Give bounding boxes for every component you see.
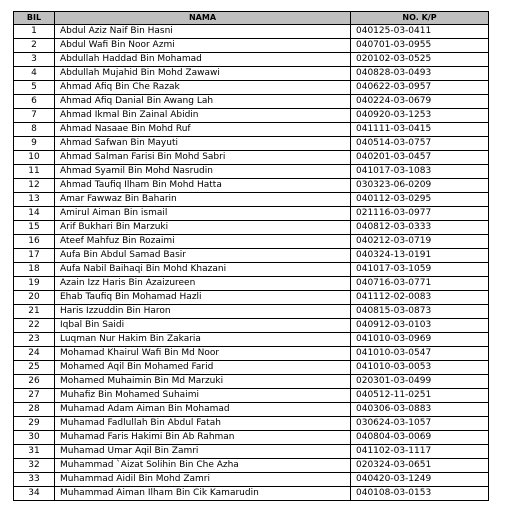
cell-bil: 23 (14, 333, 55, 347)
table-row (14, 95, 489, 109)
table-row (14, 417, 489, 431)
table-row (14, 277, 489, 291)
table-row (14, 221, 489, 235)
table-row (14, 431, 489, 445)
cell-kp: 040512-11-0251 (351, 389, 489, 403)
table-row (14, 403, 489, 417)
cell-kp: 020301-03-0499 (351, 375, 489, 389)
cell-kp: 040420-03-1249 (351, 473, 489, 487)
cell-bil: 1 (14, 25, 55, 39)
cell-bil: 31 (14, 445, 55, 459)
cell-kp: 041010-03-0053 (351, 361, 489, 375)
cell-bil: 7 (14, 109, 55, 123)
cell-bil: 20 (14, 291, 55, 305)
cell-bil: 8 (14, 123, 55, 137)
cell-kp: 040112-03-0295 (351, 193, 489, 207)
cell-nama: Ahmad Salman Farisi Bin Mohd Sabri (55, 151, 351, 165)
header-kp: NO. K/P (351, 12, 489, 25)
cell-bil: 26 (14, 375, 55, 389)
cell-kp: 040306-03-0883 (351, 403, 489, 417)
cell-bil: 13 (14, 193, 55, 207)
cell-kp: 040804-03-0069 (351, 431, 489, 445)
table-row (14, 25, 489, 39)
cell-nama: Muhamad Umar Aqil Bin Zamri (55, 445, 351, 459)
cell-nama: Aufa Nabil Baihaqi Bin Mohd Khazani (55, 263, 351, 277)
table-row (14, 361, 489, 375)
table-row (14, 305, 489, 319)
cell-kp: 020324-03-0651 (351, 459, 489, 473)
cell-nama: Ahmad Syamil Bin Mohd Nasrudin (55, 165, 351, 179)
cell-nama: Mohamed Aqil Bin Mohamed Farid (55, 361, 351, 375)
cell-bil: 9 (14, 137, 55, 151)
table-row (14, 319, 489, 333)
cell-bil: 16 (14, 235, 55, 249)
cell-bil: 24 (14, 347, 55, 361)
cell-nama: Ateef Mahfuz Bin Rozaimi (55, 235, 351, 249)
cell-bil: 10 (14, 151, 55, 165)
cell-kp: 040125-03-0411 (351, 25, 489, 39)
cell-nama: Amirul Aiman Bin ismail (55, 207, 351, 221)
cell-kp: 040108-03-0153 (351, 487, 489, 501)
cell-kp: 040622-03-0957 (351, 81, 489, 95)
cell-bil: 14 (14, 207, 55, 221)
header-nama: NAMA (55, 12, 351, 25)
header-row (14, 12, 489, 25)
table-row (14, 473, 489, 487)
cell-kp: 021116-03-0977 (351, 207, 489, 221)
cell-nama: Aufa Bin Abdul Samad Basir (55, 249, 351, 263)
table-row (14, 81, 489, 95)
table-row (14, 291, 489, 305)
cell-kp: 040912-03-0103 (351, 319, 489, 333)
cell-nama: Ehab Taufiq Bin Mohamad Hazli (55, 291, 351, 305)
cell-bil: 27 (14, 389, 55, 403)
cell-kp: 040212-03-0719 (351, 235, 489, 249)
cell-kp: 030624-03-1057 (351, 417, 489, 431)
cell-kp: 040224-03-0679 (351, 95, 489, 109)
cell-bil: 29 (14, 417, 55, 431)
table-row (14, 347, 489, 361)
cell-bil: 25 (14, 361, 55, 375)
table-row (14, 375, 489, 389)
cell-nama: Abdul Aziz Naif Bin Hasni (55, 25, 351, 39)
table-row (14, 67, 489, 81)
cell-nama: Ahmad Nasaae Bin Mohd Ruf (55, 123, 351, 137)
table-row (14, 165, 489, 179)
cell-kp: 041010-03-0969 (351, 333, 489, 347)
cell-bil: 30 (14, 431, 55, 445)
table-row (14, 333, 489, 347)
cell-nama: Azain Izz Haris Bin Azaizureen (55, 277, 351, 291)
cell-kp: 040324-13-0191 (351, 249, 489, 263)
cell-kp: 040514-03-0757 (351, 137, 489, 151)
cell-bil: 21 (14, 305, 55, 319)
cell-nama: Ahmad Afiq Bin Che Razak (55, 81, 351, 95)
cell-nama: Mohamed Muhaimin Bin Md Marzuki (55, 375, 351, 389)
cell-kp: 040701-03-0955 (351, 39, 489, 53)
cell-bil: 5 (14, 81, 55, 95)
cell-bil: 15 (14, 221, 55, 235)
cell-bil: 4 (14, 67, 55, 81)
cell-kp: 040815-03-0873 (351, 305, 489, 319)
cell-bil: 18 (14, 263, 55, 277)
table-row (14, 263, 489, 277)
cell-nama: Arif Bukhari Bin Marzuki (55, 221, 351, 235)
table-row (14, 389, 489, 403)
cell-nama: Muhammad Aidil Bin Mohd Zamri (55, 473, 351, 487)
table-row (14, 459, 489, 473)
cell-kp: 041017-03-1059 (351, 263, 489, 277)
table-row (14, 179, 489, 193)
cell-bil: 11 (14, 165, 55, 179)
cell-kp: 020102-03-0525 (351, 53, 489, 67)
cell-nama: Ahmad Safwan Bin Mayuti (55, 137, 351, 151)
cell-bil: 19 (14, 277, 55, 291)
cell-nama: Iqbal Bin Saidi (55, 319, 351, 333)
cell-kp: 040716-03-0771 (351, 277, 489, 291)
table-row (14, 109, 489, 123)
cell-bil: 32 (14, 459, 55, 473)
table-row (14, 249, 489, 263)
table-row (14, 137, 489, 151)
cell-nama: Abdul Wafi Bin Noor Azmi (55, 39, 351, 53)
cell-nama: Muhamad Fadlullah Bin Abdul Fatah (55, 417, 351, 431)
table-row (14, 207, 489, 221)
cell-nama: Amar Fawwaz Bin Baharin (55, 193, 351, 207)
cell-bil: 34 (14, 487, 55, 501)
table-row (14, 445, 489, 459)
cell-kp: 041102-03-1117 (351, 445, 489, 459)
cell-bil: 17 (14, 249, 55, 263)
cell-kp: 040201-03-0457 (351, 151, 489, 165)
cell-nama: Mohamad Khairul Wafi Bin Md Noor (55, 347, 351, 361)
table-row (14, 193, 489, 207)
cell-nama: Muhafiz Bin Mohamed Suhaimi (55, 389, 351, 403)
cell-nama: Haris Izzuddin Bin Haron (55, 305, 351, 319)
cell-bil: 33 (14, 473, 55, 487)
cell-nama: Muhammad Aiman Ilham Bin Cik Kamarudin (55, 487, 351, 501)
cell-nama: Muhamad Adam Aiman Bin Mohamad (55, 403, 351, 417)
cell-nama: Ahmad Ikmal Bin Zainal Abidin (55, 109, 351, 123)
table-row (14, 53, 489, 67)
cell-kp: 041112-02-0083 (351, 291, 489, 305)
cell-nama: Muhamad Faris Hakimi Bin Ab Rahman (55, 431, 351, 445)
cell-nama: Abdullah Haddad Bin Mohamad (55, 53, 351, 67)
cell-bil: 28 (14, 403, 55, 417)
cell-nama: Ahmad Afiq Danial Bin Awang Lah (55, 95, 351, 109)
cell-nama: Abdullah Mujahid Bin Mohd Zawawi (55, 67, 351, 81)
cell-bil: 3 (14, 53, 55, 67)
cell-nama: Luqman Nur Hakim Bin Zakaria (55, 333, 351, 347)
table-row (14, 235, 489, 249)
cell-bil: 12 (14, 179, 55, 193)
table-row (14, 39, 489, 53)
cell-bil: 2 (14, 39, 55, 53)
cell-kp: 041017-03-1083 (351, 165, 489, 179)
student-list-table (13, 11, 489, 501)
cell-kp: 040812-03-0333 (351, 221, 489, 235)
cell-kp: 041111-03-0415 (351, 123, 489, 137)
cell-kp: 030323-06-0209 (351, 179, 489, 193)
table-row (14, 487, 489, 501)
cell-bil: 6 (14, 95, 55, 109)
cell-kp: 041010-03-0547 (351, 347, 489, 361)
cell-nama: Muhammad `Aizat Solihin Bin Che Azha (55, 459, 351, 473)
table-row (14, 123, 489, 137)
cell-kp: 040828-03-0493 (351, 67, 489, 81)
cell-bil: 22 (14, 319, 55, 333)
header-bil: BIL (14, 12, 55, 25)
cell-nama: Ahmad Taufiq Ilham Bin Mohd Hatta (55, 179, 351, 193)
table-row (14, 151, 489, 165)
cell-kp: 040920-03-1253 (351, 109, 489, 123)
table-body (14, 25, 489, 501)
